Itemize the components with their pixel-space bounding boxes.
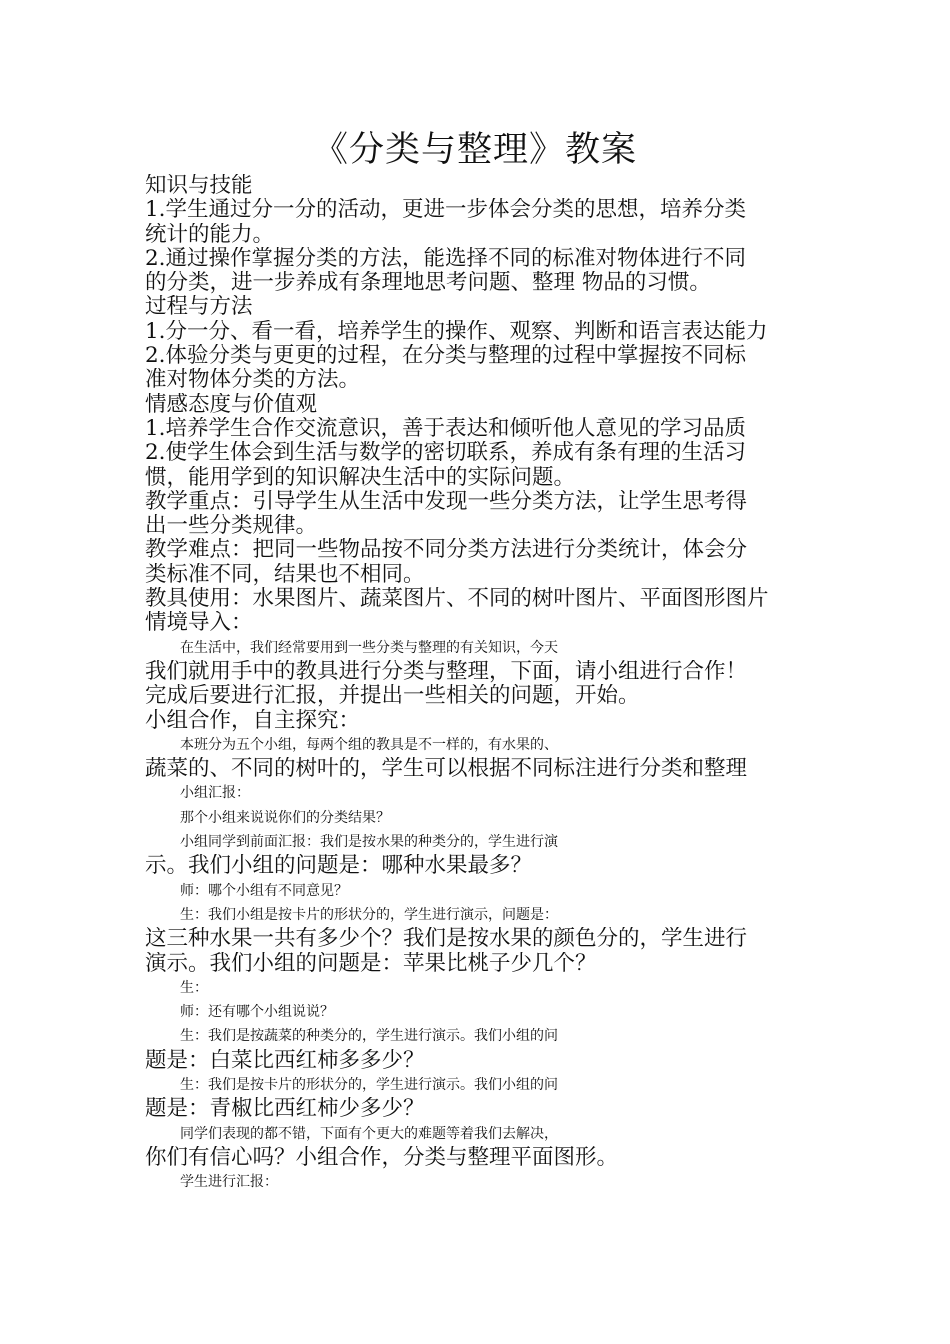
text-line: 题是：白菜比西红柿多多少？ (145, 1048, 425, 1073)
text-line: 那个小组来说说你们的分类结果？ (180, 809, 390, 826)
text-line: 情境导入： (145, 611, 253, 636)
text-line: 学生进行汇报： (180, 1174, 278, 1191)
text-line: 题是：青椒比西红柿少多少？ (145, 1097, 425, 1122)
text-line: 小组同学到前面汇报：我们是按水果的种类分的，学生进行演 (180, 834, 558, 851)
text-line: 类标准不同，结果也不相同。 (145, 562, 425, 587)
text-line: 小组合作，自主探究： (145, 708, 361, 733)
text-line: 过程与方法 (145, 295, 253, 320)
text-line: 完成后要进行汇报，并提出一些相关的问题，开始。 (145, 684, 640, 709)
text-line: 1.培养学生合作交流意识，善于表达和倾听他人意见的学习品质 (145, 416, 747, 441)
text-line: 情感态度与价值观 (145, 392, 318, 417)
text-line: 2.体验分类与更更的过程，在分类与整理的过程中掌握按不同标 (145, 344, 747, 369)
text-line: 同学们表现的都不错，下面有个更大的难题等着我们去解决， (180, 1125, 558, 1142)
text-line: 生： (180, 979, 208, 996)
document-body (145, 174, 810, 1194)
document-title: 《分类与整理》教案 (312, 130, 637, 170)
text-line: 你们有信心吗？小组合作，分类与整理平面图形。 (145, 1145, 619, 1170)
text-line: 师：哪个小组有不同意见？ (180, 882, 348, 899)
text-line: 教具使用：水果图片、蔬菜图片、不同的树叶图片、平面图形图片 (145, 587, 769, 612)
text-line: 这三种水果一共有多少个？我们是按水果的颜色分的，学生进行 (145, 927, 748, 952)
text-line: 教学重点：引导学生从生活中发现一些分类方法，让学生思考得 (145, 489, 748, 514)
text-line: 师：还有哪个小组说说？ (180, 1004, 334, 1021)
text-line: 教学难点：把同一些物品按不同分类方法进行分类统计，体会分 (145, 538, 748, 563)
text-line: 2.通过操作掌握分类的方法，能选择不同的标准对物体进行不同 (145, 246, 747, 271)
text-line: 蔬菜的、不同的树叶的，学生可以根据不同标注进行分类和整理 (145, 757, 748, 782)
text-line: 演示。我们小组的问题是：苹果比桃子少几个？ (145, 951, 597, 976)
text-line: 生：我们是按蔬菜的种类分的，学生进行演示。我们小组的问 (180, 1028, 558, 1045)
text-line: 准对物体分类的方法。 (145, 368, 361, 393)
text-line: 我们就用手中的教具进行分类与整理，下面，请小组进行合作！ (145, 659, 748, 684)
text-line: 示。我们小组的问题是：哪种水果最多？ (145, 854, 533, 879)
text-line: 在生活中，我们经常要用到一些分类与整理的有关知识，今天 (180, 639, 558, 656)
text-line: 1.学生通过分一分的活动，更进一步体会分类的思想，培养分类 (145, 198, 747, 223)
text-line: 2.使学生体会到生活与数学的密切联系，养成有条有理的生活习 (145, 441, 747, 466)
text-line: 统计的能力。 (145, 222, 275, 247)
text-line: 生：我们是按卡片的形状分的，学生进行演示。我们小组的问 (180, 1076, 558, 1093)
text-line: 小组汇报： (180, 785, 250, 802)
text-line: 1.分一分、看一看，培养学生的操作、观察、判断和语言表达能力 (145, 319, 768, 344)
text-line: 出一些分类规律。 (145, 514, 318, 539)
text-line: 本班分为五个小组，每两个组的教具是不一样的，有水果的、 (180, 736, 558, 753)
text-line: 生：我们小组是按卡片的形状分的，学生进行演示，问题是： (180, 906, 558, 923)
text-line: 的分类，进一步养成有条理地思考问题、整理 物品的习惯。 (145, 271, 711, 296)
text-line: 惯，能用学到的知识解决生活中的实际问题。 (145, 465, 576, 490)
text-line: 知识与技能 (145, 174, 253, 198)
